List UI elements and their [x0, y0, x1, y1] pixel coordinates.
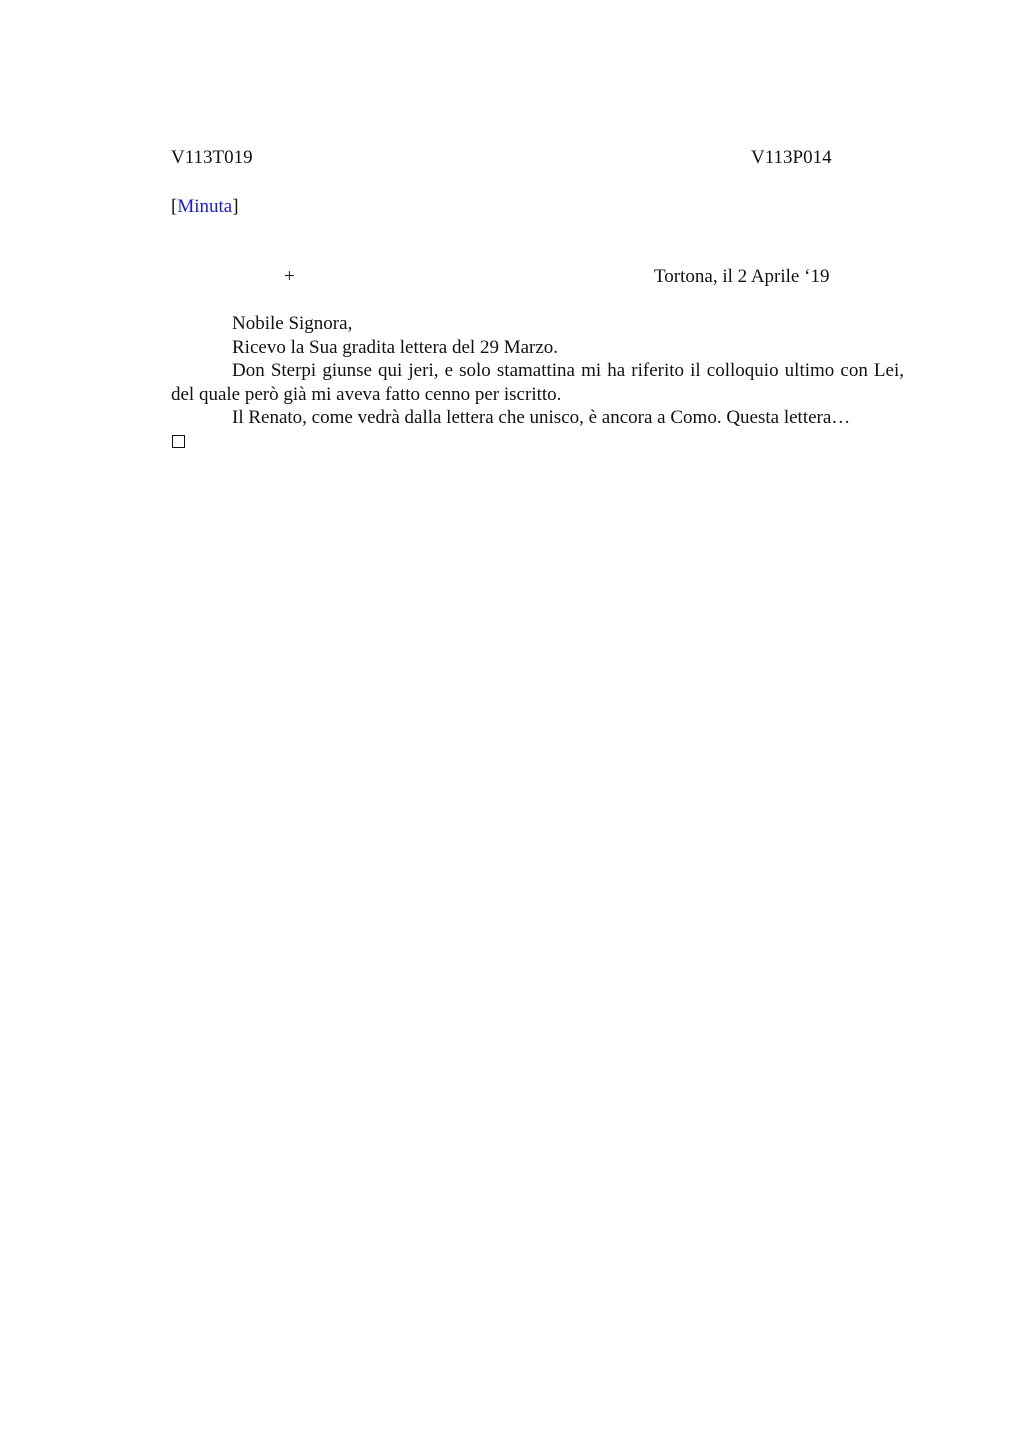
letter-paragraph: Don Sterpi giunse qui jeri, e solo stamattina mi ha riferito il colloquio ultimo con Lei, del quale però già mi aveva fatto cenno per iscritto.	[171, 360, 904, 405]
open-bracket: [	[171, 196, 178, 217]
letter-paragraph: Il Renato, come vedrà dalla lettera che unisco, è ancora a Como. Questa lettera…	[232, 407, 851, 428]
letter-paragraph: Ricevo la Sua gradita lettera del 29 Marzo.	[232, 336, 559, 358]
cross-symbol: +	[284, 266, 295, 287]
place-date: Tortona, il 2 Aprile ‘19	[654, 266, 830, 287]
empty-square-icon	[172, 435, 185, 448]
close-bracket: ]	[232, 196, 239, 217]
salutation: Nobile Signora,	[232, 313, 353, 334]
document-id-left: V113T019	[171, 147, 253, 168]
letter-body	[171, 312, 904, 430]
document-id-right: V113P014	[751, 147, 832, 168]
minuta-link[interactable]: Minuta	[177, 196, 233, 217]
minuta-note	[171, 195, 239, 219]
